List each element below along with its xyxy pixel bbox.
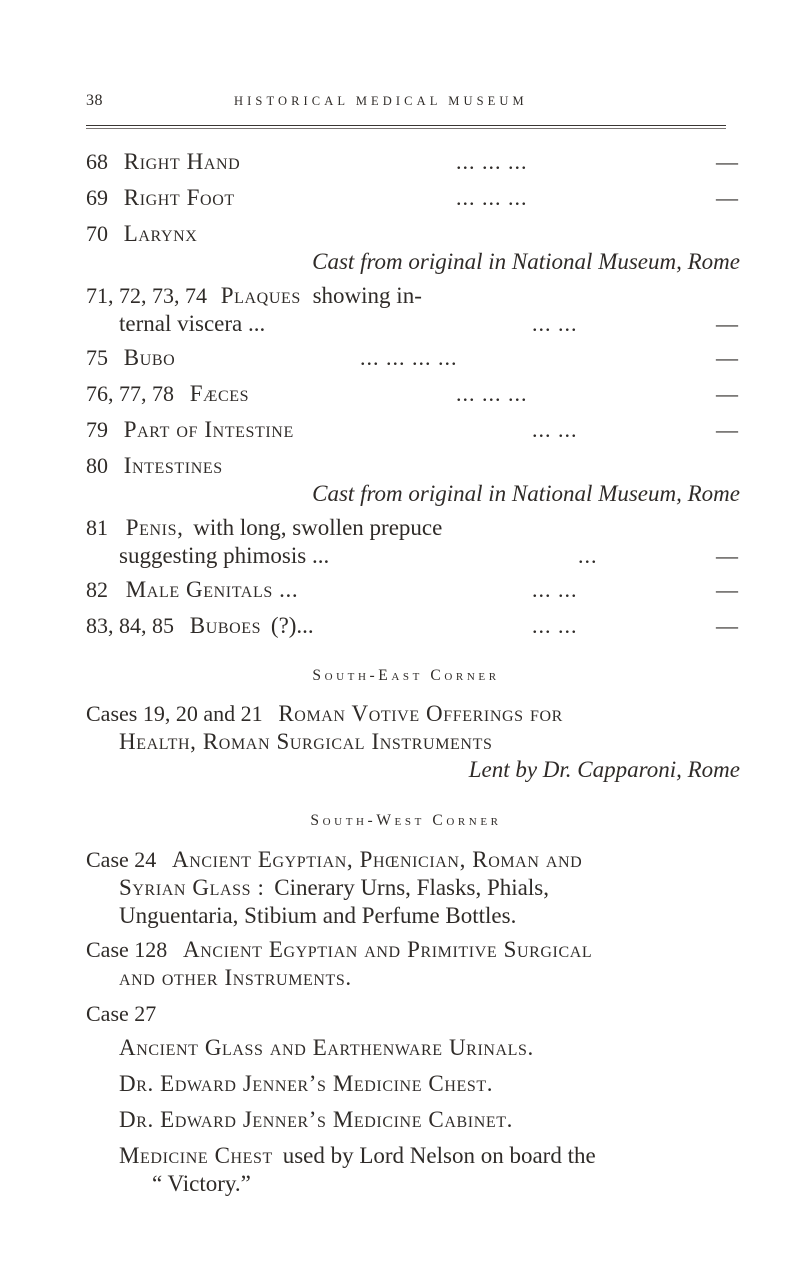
item-title: Fæces bbox=[189, 381, 250, 406]
leader-dots: ... ... bbox=[532, 417, 578, 442]
item-title: Intestines bbox=[123, 453, 223, 478]
item-description: ternal viscera ... bbox=[119, 311, 266, 336]
case-item-continuation bbox=[86, 1170, 740, 1198]
case-title: Health, Roman Surgical Instruments bbox=[119, 729, 493, 754]
case-entry-continuation bbox=[86, 874, 740, 902]
leader-dash: — bbox=[716, 613, 738, 638]
item-number: 82 bbox=[86, 577, 108, 602]
case-item bbox=[86, 1070, 740, 1098]
item-number: 69 bbox=[86, 185, 108, 210]
item-number: 81 bbox=[86, 515, 108, 540]
case-entry bbox=[86, 1000, 740, 1028]
running-title: HISTORICAL MEDICAL MUSEUM bbox=[234, 94, 528, 108]
source-credit: Cast from original in National Museum, Rome bbox=[312, 481, 740, 506]
case-title: Syrian Glass : bbox=[119, 875, 265, 900]
lender-credit: Lent by Dr. Capparoni, Rome bbox=[468, 757, 740, 782]
item-title: Right Hand bbox=[123, 149, 241, 174]
leader-dots: ... ... ... bbox=[456, 149, 528, 174]
leader-dash: — bbox=[716, 417, 738, 442]
case-item-description: used by Lord Nelson on board the bbox=[282, 1143, 596, 1168]
item-number: 70 bbox=[86, 221, 108, 246]
case-entry bbox=[86, 846, 740, 874]
list-item bbox=[86, 184, 740, 212]
case-item-title: Medicine Chest bbox=[119, 1143, 273, 1168]
case-title: Ancient Egyptian and Primitive Surgical bbox=[183, 937, 593, 962]
case-description: Cinerary Urns, Flasks, Phials, bbox=[274, 875, 549, 900]
item-number: 68 bbox=[86, 149, 108, 174]
leader-dash: — bbox=[716, 381, 738, 406]
leader-dash: — bbox=[716, 149, 738, 174]
page-number: 38 bbox=[86, 92, 103, 109]
item-number: 76, 77, 78 bbox=[86, 381, 174, 406]
leader-dots: ... ... bbox=[532, 613, 578, 638]
case-item bbox=[86, 1034, 740, 1062]
leader-dots: ... bbox=[578, 543, 598, 568]
section-heading-south-west: South-West Corner bbox=[310, 812, 502, 829]
case-item-description: “ Victory.” bbox=[152, 1171, 251, 1196]
case-item-title: Dr. Edward Jenner’s Medicine Chest. bbox=[119, 1071, 494, 1096]
case-label: Case 27 bbox=[86, 1001, 157, 1026]
leader-dots: ... ... ... bbox=[456, 185, 528, 210]
leader-dash: — bbox=[716, 185, 738, 210]
case-label: Case 128 bbox=[86, 937, 168, 962]
case-description: Unguentaria, Stibium and Perfume Bottles. bbox=[119, 903, 517, 928]
list-item bbox=[86, 220, 740, 248]
source-credit: Cast from original in National Museum, Rome bbox=[312, 249, 740, 274]
header-rule-thin bbox=[86, 128, 726, 129]
leader-dots: ... ... bbox=[532, 577, 578, 602]
list-item bbox=[86, 612, 740, 640]
case-entry-continuation bbox=[86, 728, 740, 756]
item-description: (?)... bbox=[270, 613, 314, 638]
list-item-continuation bbox=[86, 310, 740, 338]
section-heading-south-east: South-East Corner bbox=[312, 667, 500, 684]
leader-dash: — bbox=[716, 577, 738, 602]
header-rule bbox=[86, 125, 726, 126]
case-entry bbox=[86, 936, 740, 964]
case-label: Cases 19, 20 and 21 bbox=[86, 701, 263, 726]
item-number: 83, 84, 85 bbox=[86, 613, 174, 638]
case-title: Ancient Egyptian, Phœnician, Roman and bbox=[172, 847, 583, 872]
item-description: with long, swollen prepuce bbox=[193, 515, 443, 540]
leader-dash: — bbox=[716, 345, 738, 370]
item-title: Bubo bbox=[123, 345, 176, 370]
item-title: Right Foot bbox=[123, 185, 235, 210]
case-item bbox=[86, 1142, 740, 1170]
item-description: showing in- bbox=[312, 283, 422, 308]
case-item bbox=[86, 1106, 740, 1134]
leader-dash: — bbox=[716, 311, 738, 336]
item-number: 75 bbox=[86, 345, 108, 370]
case-entry-continuation bbox=[86, 902, 740, 930]
item-title: Buboes bbox=[189, 613, 262, 638]
item-title: Larynx bbox=[123, 221, 198, 246]
case-title: and other Instruments. bbox=[119, 965, 352, 990]
item-description: suggesting phimosis ... bbox=[119, 543, 330, 568]
leader-dots: ... ... ... bbox=[456, 381, 528, 406]
item-title: Plaques bbox=[220, 283, 301, 308]
list-item bbox=[86, 416, 740, 444]
item-title: Male Genitals ... bbox=[125, 577, 299, 602]
case-label: Case 24 bbox=[86, 847, 157, 872]
list-item-continuation bbox=[86, 542, 740, 570]
list-item bbox=[86, 344, 740, 372]
case-item-title: Ancient Glass and Earthenware Urinals. bbox=[119, 1035, 534, 1060]
list-item bbox=[86, 282, 740, 310]
leader-dots: ... ... ... ... bbox=[360, 345, 458, 370]
item-title: Penis, bbox=[125, 515, 184, 540]
list-item bbox=[86, 514, 740, 542]
item-number: 80 bbox=[86, 453, 108, 478]
case-entry-continuation bbox=[86, 964, 740, 992]
list-item bbox=[86, 576, 740, 604]
leader-dots: ... ... bbox=[532, 311, 578, 336]
case-item-title: Dr. Edward Jenner’s Medicine Cabinet. bbox=[119, 1107, 513, 1132]
list-item bbox=[86, 148, 740, 176]
list-item bbox=[86, 452, 740, 480]
case-title: Roman Votive Offerings for bbox=[278, 701, 563, 726]
leader-dash: — bbox=[716, 543, 738, 568]
running-head bbox=[86, 92, 726, 114]
item-number: 79 bbox=[86, 417, 108, 442]
list-item bbox=[86, 380, 740, 408]
item-number: 71, 72, 73, 74 bbox=[86, 283, 207, 308]
item-title: Part of Intestine bbox=[123, 417, 294, 442]
case-entry bbox=[86, 700, 740, 728]
